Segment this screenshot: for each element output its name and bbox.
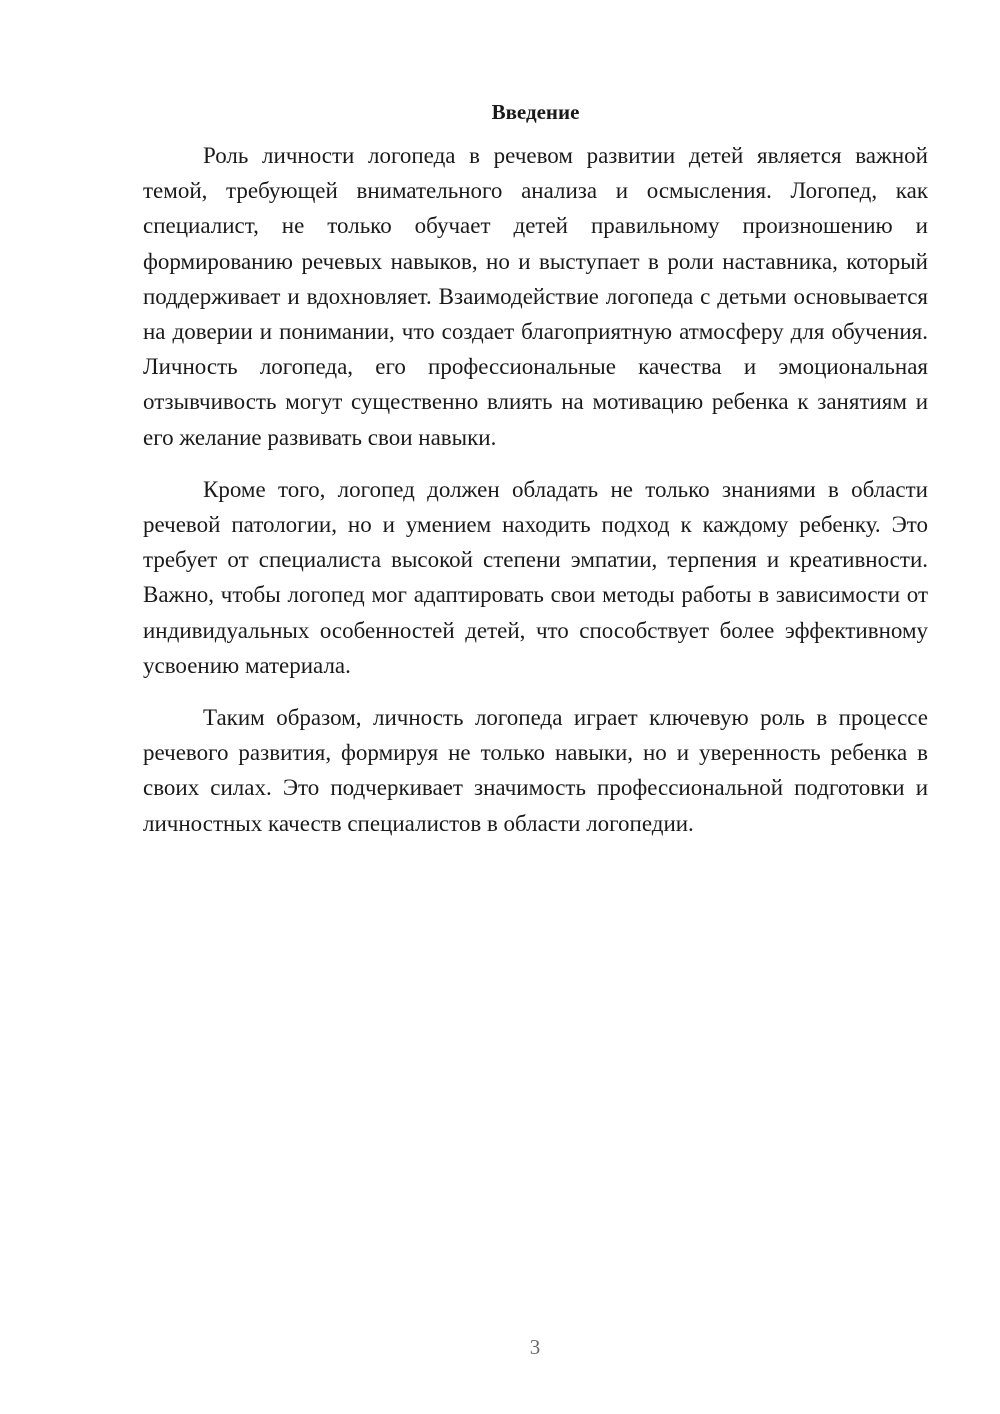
page-number: 3 — [529, 1335, 541, 1359]
section-title: Введение — [491, 100, 580, 124]
paragraph-3: Таким образом, личность логопеда играет ключевую роль в процессе речевого развития, формируя не только навыки, но и уверенность ребенка в своих силах. Это подчеркивает значимость профессиональной подготовки и личностных качеств специалистов в области логопедии. — [143, 705, 928, 836]
paragraph-1: Роль личности логопеда в речевом развитии детей является важной темой, требующей внимательного анализа и осмысления. Логопед, как специалист, не только обучает детей правильному произношению и формированию речевых навыков, но и выступает в роли наставника, который поддерживает и вдохновляет. Взаимодействие логопеда с детьми основывается на доверии и понимании, что создает благоприятную атмосферу для обучения. Личность логопеда, его профессиональные качества и эмоциональная отзывчивость могут существенно влиять на мотивацию ребенка к занятиям и его желание развивать свои навыки. — [143, 143, 928, 450]
document-body — [143, 96, 928, 841]
paragraph-2: Кроме того, логопед должен обладать не только знаниями в области речевой патологии, но и умением находить подход к каждому ребенку. Это требует от специалиста высокой степени эмпатии, терпения и креативности. Важно, чтобы логопед мог адаптировать свои методы работы в зависимости от индивидуальных особенностей детей, что способствует более эффективному усвоению материала. — [143, 476, 928, 678]
title-container — [143, 96, 928, 128]
